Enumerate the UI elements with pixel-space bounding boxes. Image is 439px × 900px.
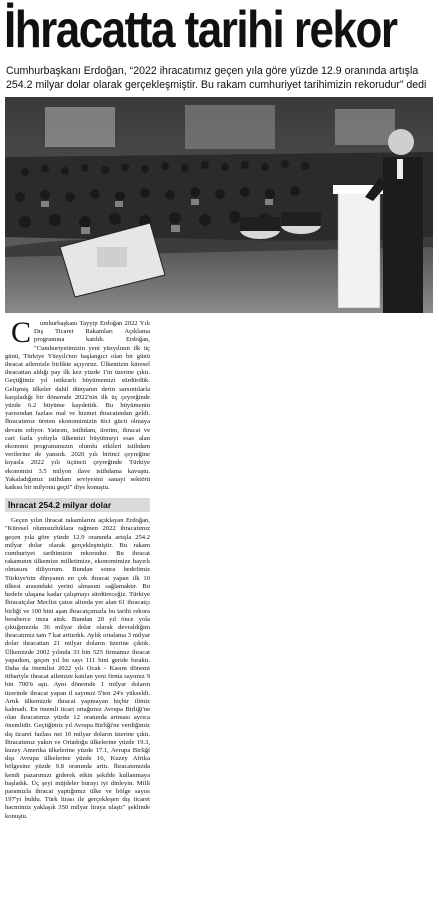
intro-text: umhurbaşkanı Tayyip Erdoğan 2022 Yılı Dış Ticaret Rakamları Açıklama programına katıldı. Erdoğan, "Cumhuriyetimizin yeni yüzyılının ilk üç günü, Türkiye Yüzyılı'nın başlangıcı olan bir günü ihracat ailemizle birlikte açıyoruz. Ülkemizin küresel ihracattan aldığı pay ilk kez yüzde 1'in üzerine çıktı. Geçtiğimiz yıl istikrarlı büyümemizi sürdürdük. Gelişmiş ülkeler dahil dünyanın derin sarsıntılarla karşıladığı bir dönemde 2022'nin ilk üç çeyreğinde yüzde 6.2 büyüme kaydettik. Bu büyümenin yarısından fazlası mal ve hizmet ihracatından geldi. İhracatımız üreten ekonomimizin itici gücü olmaya devam ediyor. Yatırım, istihdam, üretim, ihracat ve cari fazla yoluyla ülkemizi büyütmeyi esas alan ekonomi programımızın olumlu etkileri istihdam verilerine de yansıdı. 2020 yılı birinci çeyreğine kıyasla 2022 yılı üçüncü çeyreğinde Türkiye ekonomisi 3.5 milyon ilave istihdama kavuştu. Yakaladığımız istihdam seviyesini sanayi sektörü katkısı bir milyonu geçti" diye konuştu. xyxy=(5,320,150,492)
conference-photo xyxy=(5,97,433,313)
article-body: Geçen yılın ihracat rakamlarını açıklayan Erdoğan, "Küresel olumsuzluklara rağmen 2022 ihracatımız geçen yıla göre yüzde 12.9 oranında artışla 254.2 milyar dolar olarak gerçekleşmiştir. Bu rakam cumhuriyet tarihimizin rekorudur. Bu ihracat rakamının ülkemize milletimize, ekonomimize hayırlı olmasını diliyorum. Bundan sonra hedefimiz Türkiye'nin dünyanın en çok ihracat yapan ilk 10 ülkesi arasındaki yerini almasını sağlamaktır. Bu hedefe ulaşana kadar çalışmayı sürdüreceğiz. Türkiye İhracatçılar Meclisi çatısı altında yer alan 61 ihracatçı birliği ve 100 bini aşan ihracatçımızla bu tarihi rekora beraberce imza attık. Bundan 20 yıl önce yola çıktığımızda 36 milyar dolar olarak devraldığım ihracatımız tam 7 kat arttırdık. Aylık ortalama 3 milyar dolar ihracattan 21 milyar doların üzerine çıktık. Ülkemizde 2002 yılında 33 bin 525 firmamız ihracat yaparken, geçen yıl bu sayı 111 bini geride bıraktı. Daha da önemlisi 2022 yılı Ocak - Kasım dönemi itibariyle ihracat ailemize katılan yeni firma sayımız 9 bin 700'ü aştı. Aynı dönemde 1 milyar doların üzerinde ihracat yapan il sayımız 5'ten 24'e yükseldi. Artık ülkemizde ihracat yapmayan hiçbir ilimiz kalmadı. En önemli ticari ortağımız Avrupa Birliği'ne olan ihracatımız yüzde 12 oranında artması ayrıca önemlidir. Geçtiğimiz yıl Avrupa Birliği'ne verdiğimiz dış ticaret fazlası net 10 milyar doların üzerine çıktı. İhracatımız yakın ve Ortadoğu ülkelerine yüzde 19.3, kuzey Amerika ülkelerine yüzde 17.1, Avrupa Birliği dışı Avrupa ülkelerine yüzde 16, Kuzey Afrika bölgesine yüzde 9.8 oranında arttı. İhracatımızda kendi pazarımızı giderek etkin şekilde kullanmaya başladık. Üç şeyi müjdeler burayı iyi dinleyin. Milli paramızla ihracat yaptığımız ülke ve bölge sayısı 197'yi buldu. Türk lirası ile gerçekleşen dış ticaret hacmimiz yaklaşık 350 milyar liraya ulaştı" şeklinde konuştu. xyxy=(5,517,150,820)
subhead-line-2: 254.2 milyar dolar olarak gerçekleşmiştir. Bu rakam cumhuriyet tarihimizin rekorudur” dedi xyxy=(6,79,427,91)
subhead xyxy=(6,64,436,92)
section-subheading: İhracat 254.2 milyar dolar xyxy=(5,498,150,512)
article-intro xyxy=(5,316,150,492)
drop-cap: C xyxy=(11,316,32,349)
article-column xyxy=(5,316,150,821)
headline: İhracatta tarihi rekor xyxy=(4,1,397,59)
subhead-line-1: Cumhurbaşkanı Erdoğan, “2022 ihracatımız geçen yıla göre yüzde 12.9 oranında artışla xyxy=(6,65,419,77)
